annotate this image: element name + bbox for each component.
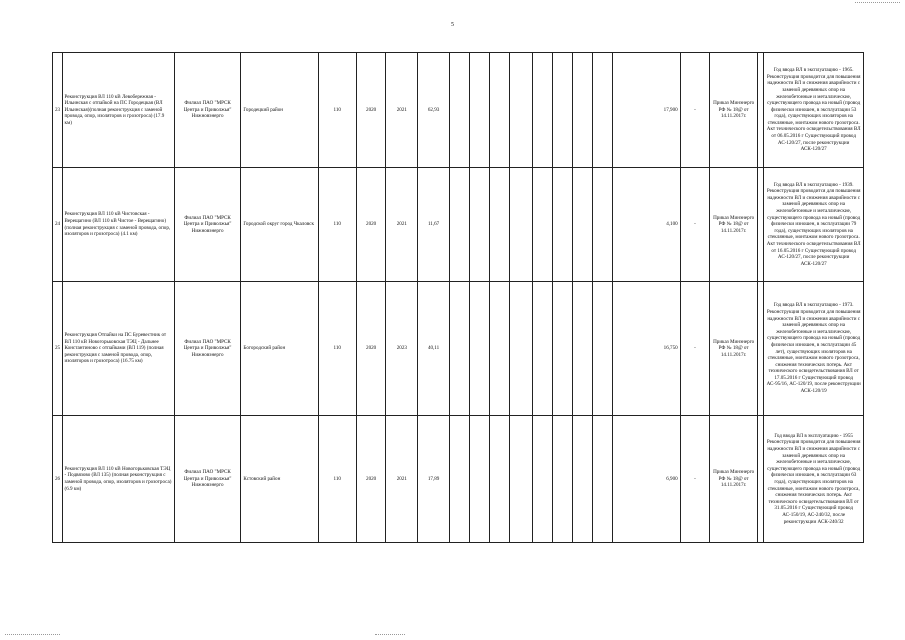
year-end: 2021 [386,168,418,282]
line-length-value: 17,900 [612,53,680,168]
empty-cell [592,282,612,416]
top-dotted-line-right [855,2,900,3]
dash-cell: - [680,53,710,168]
voltage: 110 [318,416,356,543]
order-reference: Приказ Минэнерго РФ № 18@ от 14.11.2017г. [710,168,758,282]
bottom-dotted-line-mid [375,634,405,635]
empty-cell [449,282,469,416]
district: Городской округ город Чкаловск [241,168,318,282]
project-name: Реконструкция Отпайки на ПС Буревестник от ВЛ 110 кВ Новогорьковская ТЭЦ - Дальнее Константиново с отпайками (ВЛ 119) (полная реконструкция с заменой провода, опор, изоляторов и грозотроса) (16.75 км) [62,282,174,416]
district: Городецкий район [241,53,318,168]
organization: Филиал ПАО "МРСК Центра и Приволжья" Нижновэнерго [174,53,241,168]
organization: Филиал ПАО "МРСК Центра и Приволжья" Нижновэнерго [174,168,241,282]
project-name: Реконструкция ВЛ 110 кВ Левобережная - Ильинская с отпайкой на ПС Городецкая (ВЛ Ильинская)(полная реконструкция с заменой провода, опор, изоляторов и грозотроса) (17.9 км) [62,53,174,168]
voltage: 110 [318,53,356,168]
order-reference: Приказ Минэнерго РФ № 18@ от 14.11.2017г. [710,53,758,168]
empty-cell [572,282,592,416]
year-start: 2020 [356,53,386,168]
empty-cell [510,416,532,543]
justification-note: Год ввода ВЛ в эксплуатацию - 1955 Реконструкция проводится для повышения надежности ВЛ и снижения аварийности с заменой деревянных опор на железобетонные и металлические, существующего провода на новый (провод физически изношен, в эксплуатации 63 года), существующих изоляторов на стеклянные, монтажом нового грозотроса, снижения технических потерь. Акт технического освидетельствования ВЛ от 31.05.2016 г Существующий провод АС-150/19, АС-240/32, после реконструкции АСК-240/32 [764,416,864,543]
empty-cell [592,416,612,543]
cost-value: 17,89 [418,416,450,543]
page-number: 5 [451,22,454,28]
empty-cell [510,53,532,168]
table-row [53,168,864,282]
empty-cell [552,282,572,416]
empty-cell [449,168,469,282]
empty-cell [592,168,612,282]
project-name: Реконструкция ВЛ 110 кВ Новогорьковская ТЭЦ - Подвязово (ВЛ 135) (полная реконструкция с заменой провода, опор, изоляторов и грозотроса) (6.9 км) [62,416,174,543]
line-length-value: 4,100 [612,168,680,282]
empty-cell [510,168,532,282]
empty-cell [490,53,510,168]
row-number: 25 [53,282,63,416]
row-number: 24 [53,168,63,282]
justification-note: Год ввода ВЛ в эксплуатацию - 1939. Реконструкция проводится для повышения надежности ВЛ и снижения аварийности с заменой деревянных опор на железобетонные и металлические, существующего провода на новый (провод физически изношен, в эксплуатации 79 года), существующих изоляторов на стеклянные, монтажом нового грозотроса. Акт технического освидетельствования ВЛ от 16.05.2016 г Существующий провод АС-120/27, после реконструкции АСК-120/27 [764,168,864,282]
empty-cell [470,416,490,543]
row-number: 26 [53,416,63,543]
dash-cell: - [680,168,710,282]
empty-cell [470,168,490,282]
empty-cell [552,168,572,282]
table-row [53,53,864,168]
justification-note: Год ввода ВЛ в эксплуатацию - 1965. Реконструкция проводится для повышения надежности ВЛ и снижения аварийности с заменой деревянных опор на железобетонные и металлические, существующего провода на новый (провод физически изношен, в эксплуатации 53 года), существующих изоляторов на стеклянные, монтажом нового грозотроса. Акт технического освидетельствования ВЛ от 06.05.2016 г Существующий провод АС-120/27, после реконструкции АСК-120/27 [764,53,864,168]
justification-note: Год ввода ВЛ в эксплуатацию - 1973. Реконструкция проводится для повышения надежности ВЛ и снижения аварийности с заменой деревянных опор на железобетонные и металлические, существующего провода на новый (провод физически изношен, в эксплуатации 45 лет), существующих изоляторов на стеклянные, монтажом нового грозотроса, снижения технических потерь. Акт технического освидетельствования ВЛ от 17.05.2016 г Существующий провод АС-95/16, АС-120/19, после реконструкции АСК-120/19 [764,282,864,416]
cost-value: 40,11 [418,282,450,416]
table-row [53,282,864,416]
empty-cell [572,416,592,543]
year-start: 2020 [356,168,386,282]
projects-table [52,52,864,543]
dash-cell: - [680,282,710,416]
row-number: 23 [53,53,63,168]
line-length-value: 6,900 [612,416,680,543]
empty-cell [490,282,510,416]
year-end: 2021 [386,53,418,168]
empty-cell [572,168,592,282]
empty-cell [592,53,612,168]
organization: Филиал ПАО "МРСК Центра и Приволжья" Нижновэнерго [174,416,241,543]
bottom-dotted-line-left [5,634,60,635]
district: Богородский район [241,282,318,416]
empty-cell [470,53,490,168]
empty-cell [532,416,552,543]
year-end: 2023 [386,282,418,416]
year-start: 2020 [356,416,386,543]
empty-cell [449,416,469,543]
empty-cell [532,282,552,416]
order-reference: Приказ Минэнерго РФ № 18@ от 14.11.2017г. [710,416,758,543]
empty-cell [470,282,490,416]
organization: Филиал ПАО "МРСК Центра и Приволжья" Нижновэнерго [174,282,241,416]
cost-value: 62,93 [418,53,450,168]
empty-cell [490,168,510,282]
line-length-value: 16,750 [612,282,680,416]
voltage: 110 [318,168,356,282]
voltage: 110 [318,282,356,416]
order-reference: Приказ Минэнерго РФ № 18@ от 14.11.2017г. [710,282,758,416]
empty-cell [552,416,572,543]
empty-cell [532,53,552,168]
year-end: 2021 [386,416,418,543]
empty-cell [449,53,469,168]
project-name: Реконструкция ВЛ 110 кВ Чистовская - Верещагино (ВЛ 110 кВ Чистое - Верещагино) (полная реконструкция с заменой провода, опор, изоляторов и грозотроса) (4.1 км) [62,168,174,282]
empty-cell [490,416,510,543]
empty-cell [572,53,592,168]
district: Кстовский район [241,416,318,543]
empty-cell [532,168,552,282]
cost-value: 11,67 [418,168,450,282]
dash-cell: - [680,416,710,543]
table-row [53,416,864,543]
empty-cell [552,53,572,168]
year-start: 2020 [356,282,386,416]
empty-cell [510,282,532,416]
